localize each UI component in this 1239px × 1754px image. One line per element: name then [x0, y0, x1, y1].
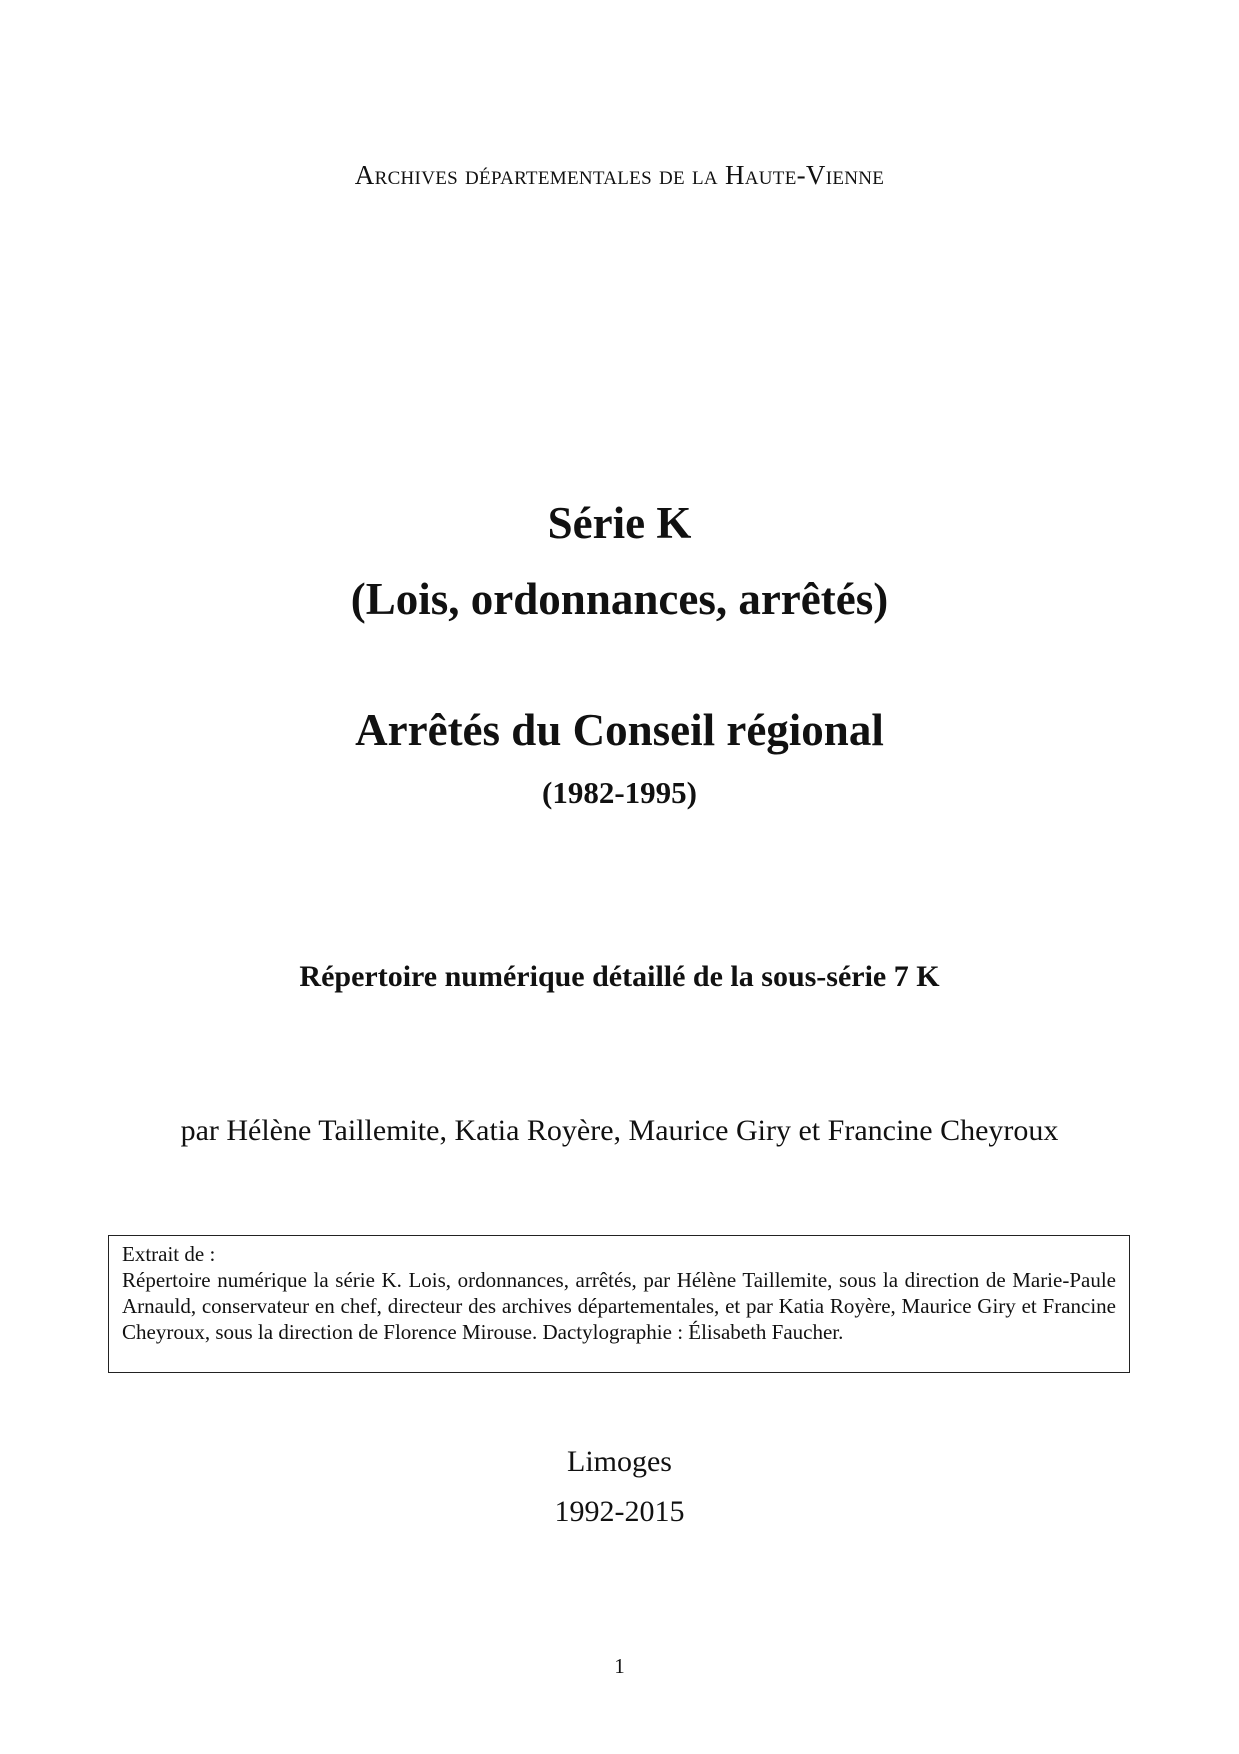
institution-header: Archives départementales de la Haute-Vienne	[354, 160, 885, 190]
page-number: 1	[614, 1654, 625, 1678]
extract-text: Répertoire numérique la série K. Lois, ordonnances, arrêtés, par Hélène Taillemite, sous la direction de Marie-Paule Arnauld, conservateur en chef, directeur des archives départementales, et par Katia Royère, Maurice Giry et Francine Cheyroux, sous la direction de Florence Mirouse. Dactylographie : Élisabeth Faucher.	[122, 1268, 1116, 1344]
collection-title: Arrêtés du Conseil régional	[355, 705, 884, 755]
extract-box	[108, 1235, 1130, 1373]
date-range: (1982-1995)	[542, 775, 697, 810]
inventory-subtitle: Répertoire numérique détaillé de la sous-série 7 K	[299, 960, 940, 993]
series-title: Série K	[547, 498, 692, 548]
authors-line: par Hélène Taillemite, Katia Royère, Maurice Giry et Francine Cheyroux	[180, 1114, 1059, 1147]
publication-years: 1992-2015	[554, 1495, 685, 1528]
series-subtitle: (Lois, ordonnances, arrêtés)	[350, 574, 889, 624]
extract-label: Extrait de :	[122, 1242, 216, 1266]
publication-place: Limoges	[567, 1445, 672, 1478]
